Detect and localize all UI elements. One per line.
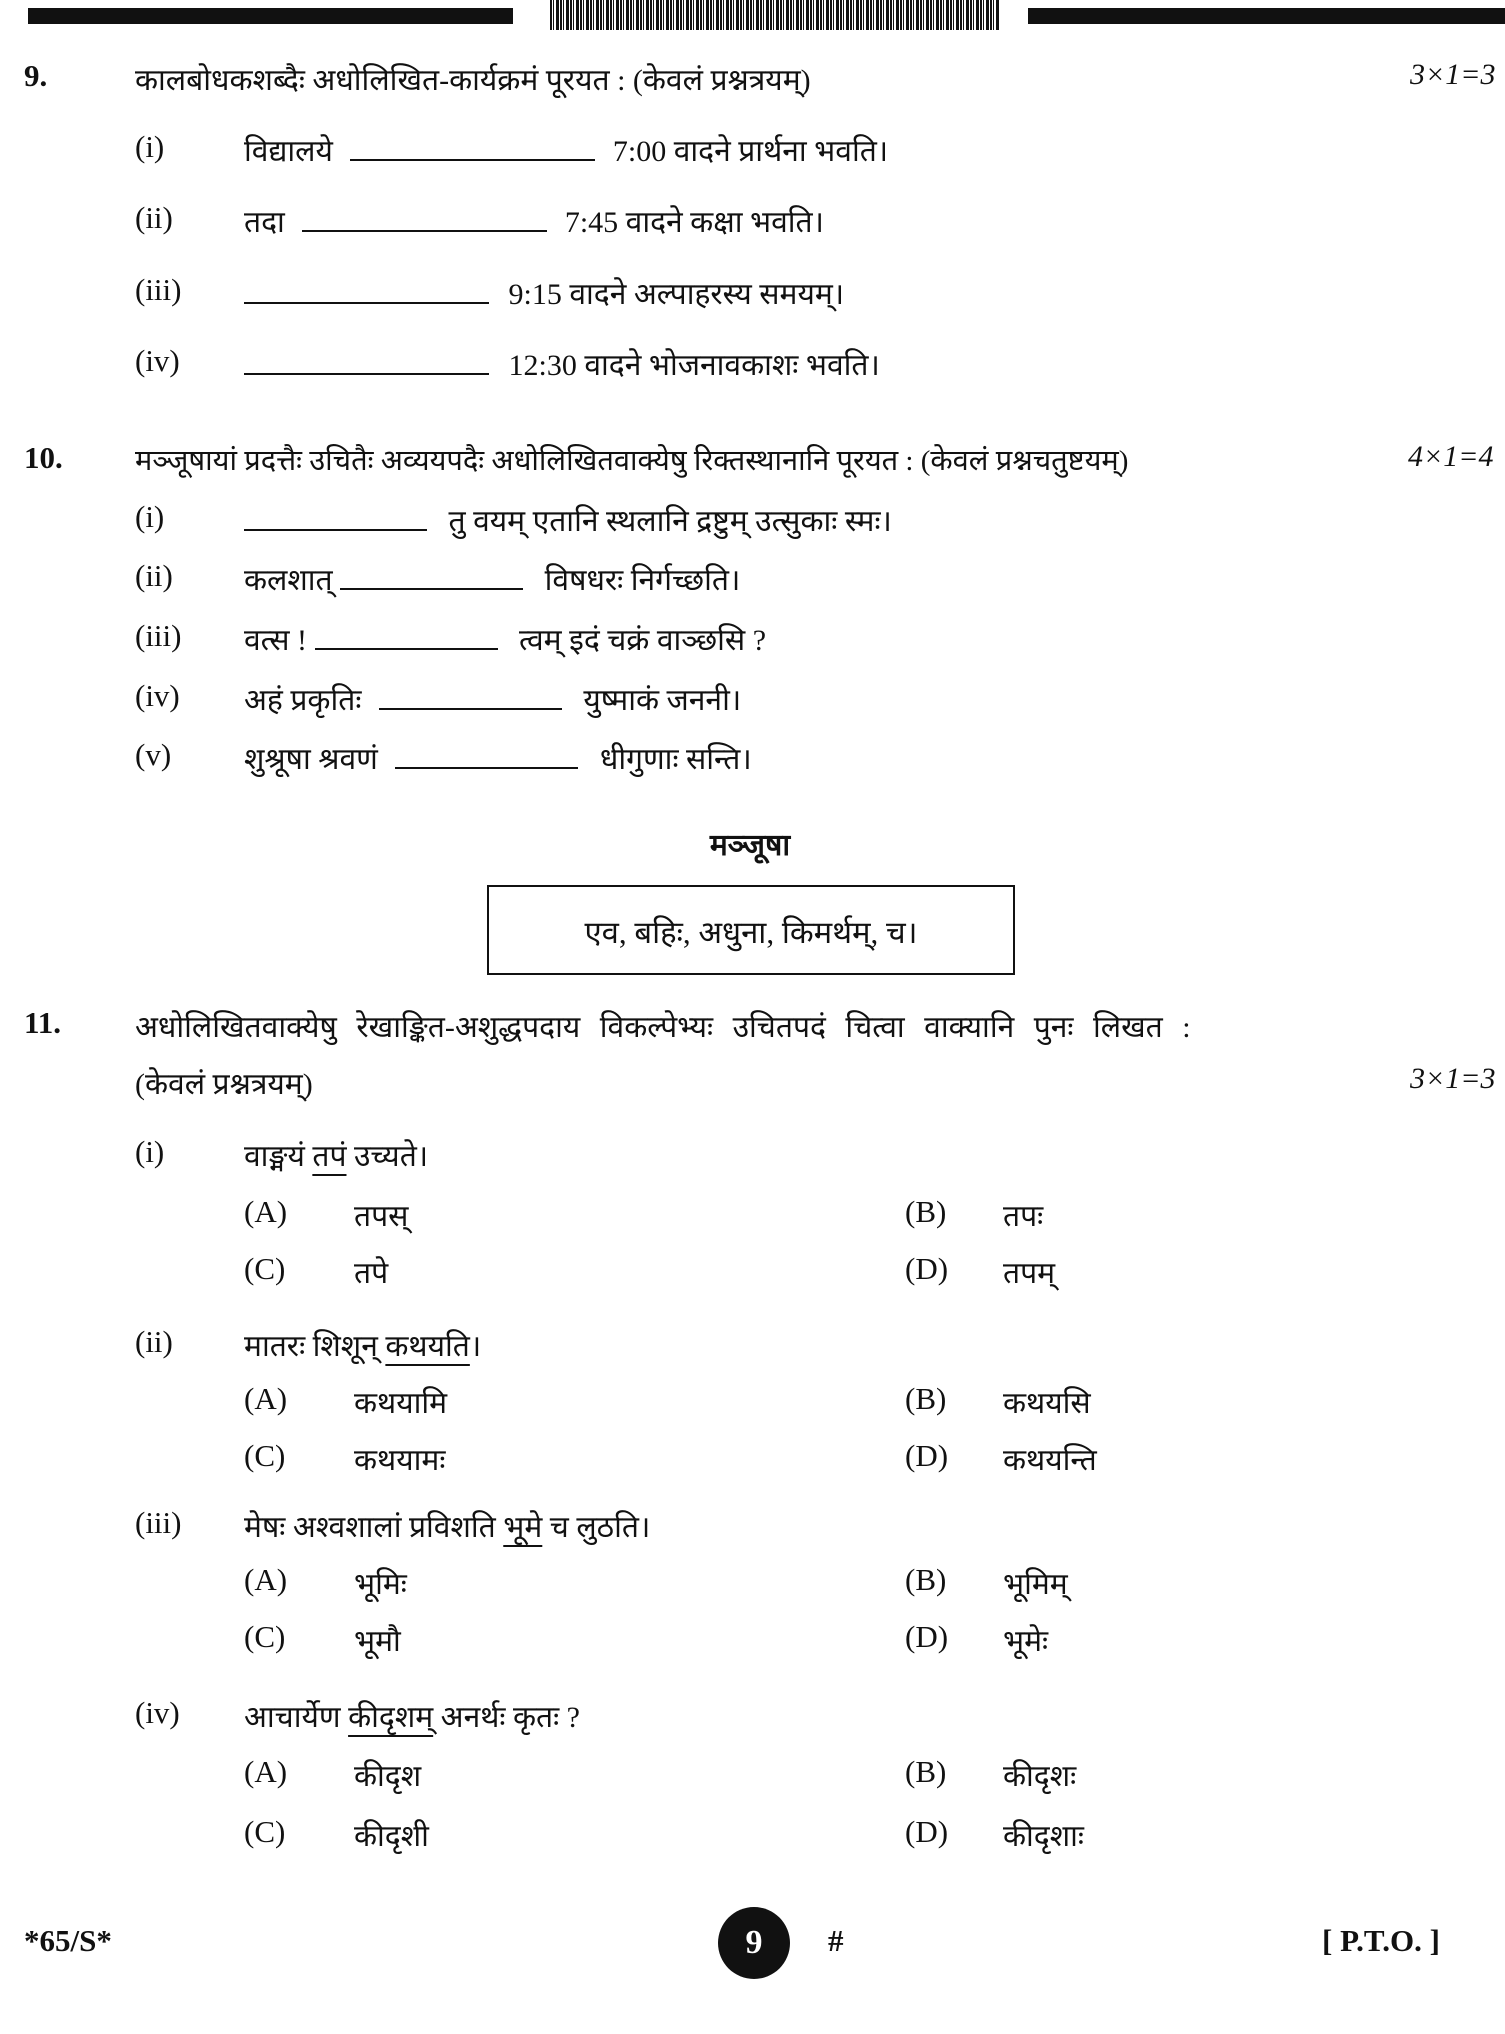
underlined-word: भूमे (503, 1511, 543, 1544)
answer-blank[interactable] (350, 131, 595, 161)
barcode (550, 0, 1000, 30)
option-a[interactable]: कीदृश (354, 1760, 422, 1793)
option-label: (A) (244, 1562, 288, 1597)
q10-item-label: (iv) (135, 678, 180, 713)
q11-item-sentence (244, 1505, 650, 1546)
paper-code: *65/S* (24, 1923, 112, 1958)
pto-label: [ P.T.O. ] (1322, 1923, 1440, 1958)
option-d[interactable]: तपम् (1003, 1257, 1056, 1290)
option-label: (C) (244, 1251, 286, 1286)
q9-item (244, 272, 844, 313)
q9-item (244, 200, 824, 241)
answer-blank[interactable] (244, 345, 489, 375)
option-b[interactable]: कथयसि (1003, 1387, 1091, 1420)
page-number: 9 (718, 1907, 790, 1979)
q10-item-after: युष्माकं जननी। (583, 684, 742, 717)
option-label: (B) (905, 1562, 947, 1597)
option-b[interactable]: कीदृशः (1003, 1760, 1077, 1793)
option-d[interactable]: कथयन्ति (1003, 1444, 1097, 1477)
answer-blank[interactable] (315, 620, 498, 650)
q10-item-label: (iii) (135, 618, 182, 653)
q10-item-label: (i) (135, 499, 165, 534)
word-box-words: एव, बहिः, अधुना, किमर्थम्, च। (584, 915, 918, 950)
option-a[interactable]: भूमिः (354, 1568, 407, 1601)
option-b[interactable]: भूमिम् (1003, 1568, 1068, 1601)
answer-blank[interactable] (302, 202, 547, 232)
q10-item-label: (v) (135, 737, 172, 772)
underlined-word: कीदृशम् (348, 1701, 434, 1734)
option-label: (A) (244, 1194, 288, 1229)
q9-item-after: 9:15 वादने अल्पाहरस्य समयम्। (508, 278, 845, 311)
q9-item-after: 7:00 वादने प्रार्थना भवति। (612, 135, 889, 168)
option-label: (B) (905, 1194, 947, 1229)
q10-item-before: अहं प्रकृतिः (244, 684, 362, 717)
option-a[interactable]: कथयामि (354, 1387, 448, 1420)
sentence-post: च लुठति। (542, 1511, 651, 1544)
option-label: (C) (244, 1619, 286, 1654)
q10-item (244, 618, 766, 659)
option-label: (D) (905, 1438, 949, 1473)
q9-item-before: विद्यालये (244, 135, 333, 168)
q9-item (244, 129, 888, 170)
q10-item-before: कलशात् (244, 564, 333, 597)
q10-marks: 4×1=4 (1408, 440, 1494, 473)
q9-item-label: (i) (135, 129, 165, 164)
sentence-pre: मातरः शिशून् (244, 1330, 386, 1363)
q9-marks: 3×1=3 (1410, 58, 1496, 91)
q9-title: कालबोधकशब्दैः अधोलिखित-कार्यक्रमं पूरयत : (केवलं प्रश्नत्रयम्) (135, 64, 811, 97)
q11-item-sentence (244, 1695, 580, 1736)
option-d[interactable]: कीदृशाः (1003, 1820, 1084, 1853)
q9-item-after: 7:45 वादने कक्षा भवति। (564, 206, 825, 239)
underlined-word: तपं (312, 1140, 347, 1173)
q9-number: 9. (24, 58, 48, 93)
q11-item-label: (i) (135, 1134, 165, 1169)
answer-blank[interactable] (379, 680, 562, 710)
q9-item-label: (iii) (135, 272, 182, 307)
option-label: (C) (244, 1814, 286, 1849)
option-c[interactable]: कीदृशी (354, 1820, 429, 1853)
q11-marks: 3×1=3 (1410, 1062, 1496, 1095)
option-label: (D) (905, 1619, 949, 1654)
option-label: (A) (244, 1381, 288, 1416)
q9-item (244, 343, 880, 384)
q11-title-line2: (केवलं प्रश्नत्रयम्) (135, 1068, 313, 1101)
header-bar-right (1028, 8, 1505, 24)
q10-item (244, 678, 741, 719)
option-label: (B) (905, 1381, 947, 1416)
option-d[interactable]: भूमेः (1003, 1625, 1049, 1658)
q10-item-before: शुश्रूषा श्रवणं (244, 743, 378, 776)
answer-blank[interactable] (244, 501, 427, 531)
q10-number: 10. (24, 440, 63, 475)
sentence-pre: वाङ्मयं (244, 1140, 313, 1173)
q10-title: मञ्जूषायां प्रदत्तैः उचितैः अव्ययपदैः अधोलिखितवाक्येषु रिक्तस्थानानि पूरयत : (केवलं प्रश्नचतुष्टयम्) (135, 445, 1129, 477)
option-b[interactable]: तपः (1003, 1200, 1044, 1233)
sentence-post: । (469, 1330, 482, 1363)
option-label: (C) (244, 1438, 286, 1473)
q10-item-before: वत्स ! (244, 624, 308, 657)
hash-mark: # (828, 1923, 844, 1958)
sentence-post: अनर्थः कृतः ? (433, 1701, 580, 1734)
q11-title-line1: अधोलिखितवाक्येषु रेखाङ्कित-अशुद्धपदाय विकल्पेभ्यः उचितपदं चित्वा वाक्यानि पुनः लिखत : (135, 1011, 1191, 1044)
sentence-pre: आचार्येण (244, 1701, 349, 1734)
sentence-pre: मेषः अश्वशालां प्रविशति (244, 1511, 504, 1544)
option-label: (A) (244, 1754, 288, 1789)
option-c[interactable]: तपे (354, 1257, 389, 1290)
q11-item-sentence (244, 1324, 481, 1365)
word-box-title: मञ्जूषा (709, 829, 791, 862)
answer-blank[interactable] (395, 739, 578, 769)
option-label: (B) (905, 1754, 947, 1789)
sentence-post: उच्यते। (346, 1140, 429, 1173)
word-box (487, 885, 1015, 975)
option-label: (D) (905, 1251, 949, 1286)
q9-item-after: 12:30 वादने भोजनावकाशः भवति। (508, 349, 880, 382)
q11-item-sentence (244, 1134, 428, 1175)
q10-item (244, 558, 740, 599)
q10-item-after: तु वयम् एतानि स्थलानि द्रष्टुम् उत्सुकाः स्मः। (448, 505, 892, 538)
q10-item-after: धीगुणाः सन्ति। (599, 743, 752, 776)
option-label: (D) (905, 1814, 949, 1849)
q10-item (244, 499, 892, 540)
option-a[interactable]: तपस् (354, 1200, 409, 1233)
option-c[interactable]: भूमौ (354, 1625, 401, 1658)
q11-item-label: (iii) (135, 1505, 182, 1540)
header-bar-left (28, 8, 513, 24)
q9-item-label: (ii) (135, 200, 173, 235)
q10-item-after: त्वम् इदं चक्रं वाञ्छसि ? (519, 624, 767, 657)
q9-item-label: (iv) (135, 343, 180, 378)
q11-item-label: (iv) (135, 1695, 180, 1730)
q11-item-label: (ii) (135, 1324, 173, 1359)
q9-item-before: तदा (244, 206, 285, 239)
q11-number: 11. (24, 1005, 62, 1040)
option-c[interactable]: कथयामः (354, 1444, 446, 1477)
q10-item-after: विषधरः निर्गच्छति। (544, 564, 741, 597)
answer-blank[interactable] (244, 274, 489, 304)
answer-blank[interactable] (340, 560, 523, 590)
q10-item (244, 737, 752, 778)
q10-item-label: (ii) (135, 558, 173, 593)
underlined-word: कथयति (385, 1330, 470, 1363)
